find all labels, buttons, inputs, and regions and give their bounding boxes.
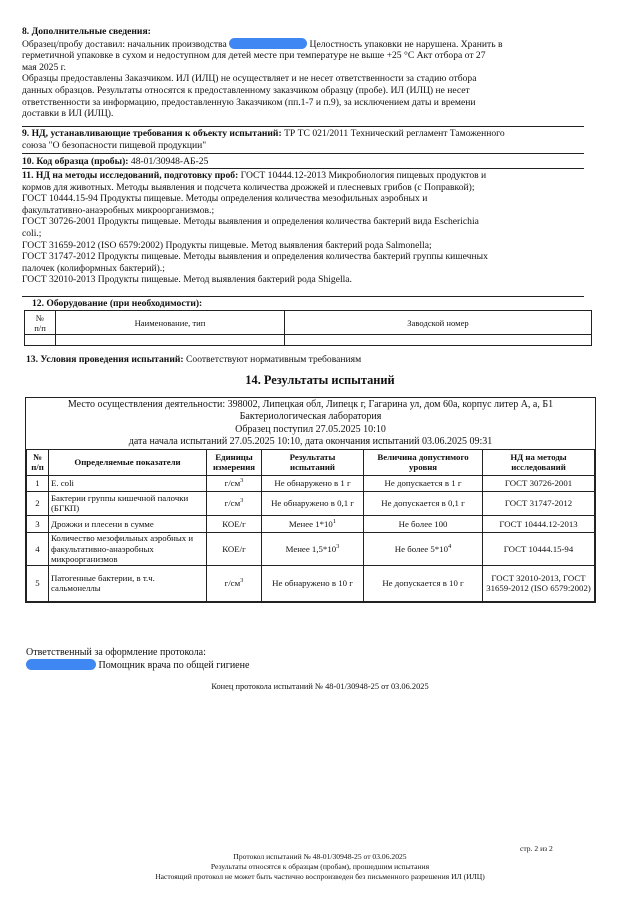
- method-line: ГОСТ 31747-2012 Продукты пищевые. Методы выявления и определения количества бактерий группы кишечных: [22, 251, 488, 263]
- act-date-text: мая 2025 г.: [22, 61, 66, 73]
- lab-name: Бактериологическая лаборатория: [239, 411, 382, 423]
- equipment-table: № п/п Наименование, тип Заводской номер: [24, 310, 592, 346]
- sample-note-3: ответственности за информацию, предоставленную Заказчиком (пп.1-7 и п.9), за исключением даты и времени: [22, 96, 476, 108]
- equipment-name-header: Наименование, тип: [56, 311, 285, 335]
- method-line: ГОСТ 32010-2013 Продукты пищевые. Метод выявления бактерий рода Shigella.: [22, 274, 352, 286]
- test-dates: дата начала испытаний 27.05.2025 10:10, дата окончания испытаний 03.06.2025 09:31: [128, 436, 493, 448]
- method-line: ГОСТ 31659-2012 (ISO 6579:2002) Продукты пищевые. Метод выявления бактерий рода Salmonella;: [22, 239, 432, 251]
- redacted-name: [26, 659, 96, 670]
- section-9: [22, 128, 582, 151]
- results-title: 14. Результаты испытаний: [245, 373, 395, 387]
- divider: [22, 153, 584, 154]
- footer-copy-note: Настоящий протокол не может быть частично воспроизведен без письменного разрешения ИЛ (ИЛЦ): [155, 872, 485, 881]
- section-13-label: 13. Условия проведения испытаний:: [26, 354, 184, 365]
- protocol-end: Конец протокола испытаний № 48-01/30948-25 от 03.06.2025: [211, 682, 429, 691]
- section-13-value: Соответствуют нормативным требованиям: [186, 354, 362, 365]
- sample-note-1: Образцы предоставлены Заказчиком. ИЛ (ИЛЦ) не осуществляет и не несет ответственности за стадию отбора: [22, 73, 477, 85]
- storage-text: герметичной упаковке в сухом и недоступном для детей месте при температуре не выше +25 °С Акт отбора от 27: [22, 50, 486, 62]
- results-header-row: № п/п Определяемые показатели Единицы измерения Результаты испытаний Величина допустимого уровня НД на методы исследований: [27, 449, 595, 475]
- sample-code: 48-01/30948-АБ-25: [130, 156, 209, 167]
- table-row: 3 Дрожжи и плесени в сумме КОЕ/г Менее $1*10^1$ Не более 100 ГОСТ 10444.12-2013: [27, 515, 595, 532]
- method-line: ГОСТ 30726-2001 Продукты пищевые. Методы выявления и определения количества бактерий вида Escherichia: [22, 216, 479, 228]
- divider: [22, 168, 584, 169]
- responsible-block: [26, 646, 249, 672]
- page-footer: [0, 852, 640, 882]
- table-row: 5 Патогенные бактерии, в т.ч. сальмонеллы $г/см^3$ Не обнаружено в 10 г Не допускается в 10 г ГОСТ 32010-2013, ГОСТ 31659-2012 (ISO 6579:2002): [27, 565, 595, 601]
- method-line: coli.;: [22, 227, 42, 239]
- packaging-text: Целостность упаковки не нарушена. Хранить в: [309, 38, 503, 50]
- sample-note-4: доставки в ИЛ (ИЛЦ).: [22, 108, 114, 120]
- responsible-position: Помощник врача по общей гигиене: [98, 660, 250, 671]
- section-10-label: 10. Код образца (пробы):: [22, 156, 129, 167]
- section-9-value: ТР ТС 021/2011 Технический регламент Таможенного: [284, 128, 505, 139]
- table-row: 4 Количество мезофильных аэробных и факультативно-анаэробных микроорганизмов КОЕ/г Менее $1,5*10^3$ Не более $5*10^4$ ГОСТ 10444.15-94: [27, 532, 595, 565]
- section-10: [22, 156, 582, 168]
- results-block: [25, 397, 596, 603]
- method-line: факультативно-анаэробных микроорганизмов.;: [22, 204, 215, 216]
- section-8-title: 8. Дополнительные сведения:: [22, 26, 151, 37]
- section-11: [22, 170, 584, 286]
- page-number: стр. 2 из 2: [520, 844, 553, 853]
- sample-received: Образец поступил 27.05.2025 10:10: [235, 423, 386, 435]
- table-row: 1 E. coli $г/см^3$ Не обнаружено в 1 г Не допускается в 1 г ГОСТ 30726-2001: [27, 475, 595, 491]
- footer-results-note: Результаты относятся к образцам (пробам), прошедшим испытания: [210, 862, 430, 871]
- section-8: [22, 26, 582, 120]
- responsible-label: Ответственный за оформление протокола:: [26, 647, 206, 658]
- divider: [22, 126, 584, 127]
- results-table: [26, 449, 595, 602]
- section-12-title: 12. Оборудование (при необходимости):: [32, 298, 203, 309]
- table-row: 2 Бактерии группы кишечной палочки (БГКП) $г/см^3$ Не обнаружено в 0,1 г Не допускается в 0,1 г ГОСТ 31747-2012: [27, 491, 595, 515]
- col-parameter: Определяемые показатели: [49, 449, 207, 475]
- section-9-value-cont: союза "О безопасности пищевой продукции": [22, 139, 207, 151]
- section-13: [26, 354, 361, 366]
- section-9-label: 9. НД, устанавливающие требования к объекту испытаний:: [22, 128, 282, 139]
- method-line: ГОСТ 10444.12-2013 Микробиология пищевых продуктов и: [240, 170, 487, 181]
- lab-address: Место осуществления деятельности: 398002, Липецкая обл, Липецк г, Гагарина ул, дом 60а, корпус литер А, а, Б1: [67, 399, 554, 410]
- method-line: кормов для животных. Методы выявления и подсчета количества дрожжей и плесневых грибов (с Поправкой);: [22, 181, 475, 193]
- results-header: [26, 398, 595, 449]
- method-line: палочек (колиформных бактерий).;: [22, 262, 165, 274]
- delivered-by-text: Образец/пробу доставил: начальник производства: [22, 38, 227, 50]
- footer-protocol: Протокол испытаний № 48-01/30948-25 от 03.06.2025: [233, 852, 407, 861]
- redacted-name: [229, 38, 307, 49]
- section-11-label: 11. НД на методы исследований, подготовку проб:: [22, 170, 239, 181]
- sample-note-2: данных образцов. Результаты относятся к предоставленному заказчиком образцу (пробе). ИЛ (ИЛЦ) не несет: [22, 84, 470, 96]
- method-line: ГОСТ 10444.15-94 Продукты пищевые. Методы определения количества мезофильных аэробных и: [22, 193, 428, 205]
- divider: [22, 296, 584, 297]
- equipment-serial-header: Заводской номер: [285, 311, 592, 335]
